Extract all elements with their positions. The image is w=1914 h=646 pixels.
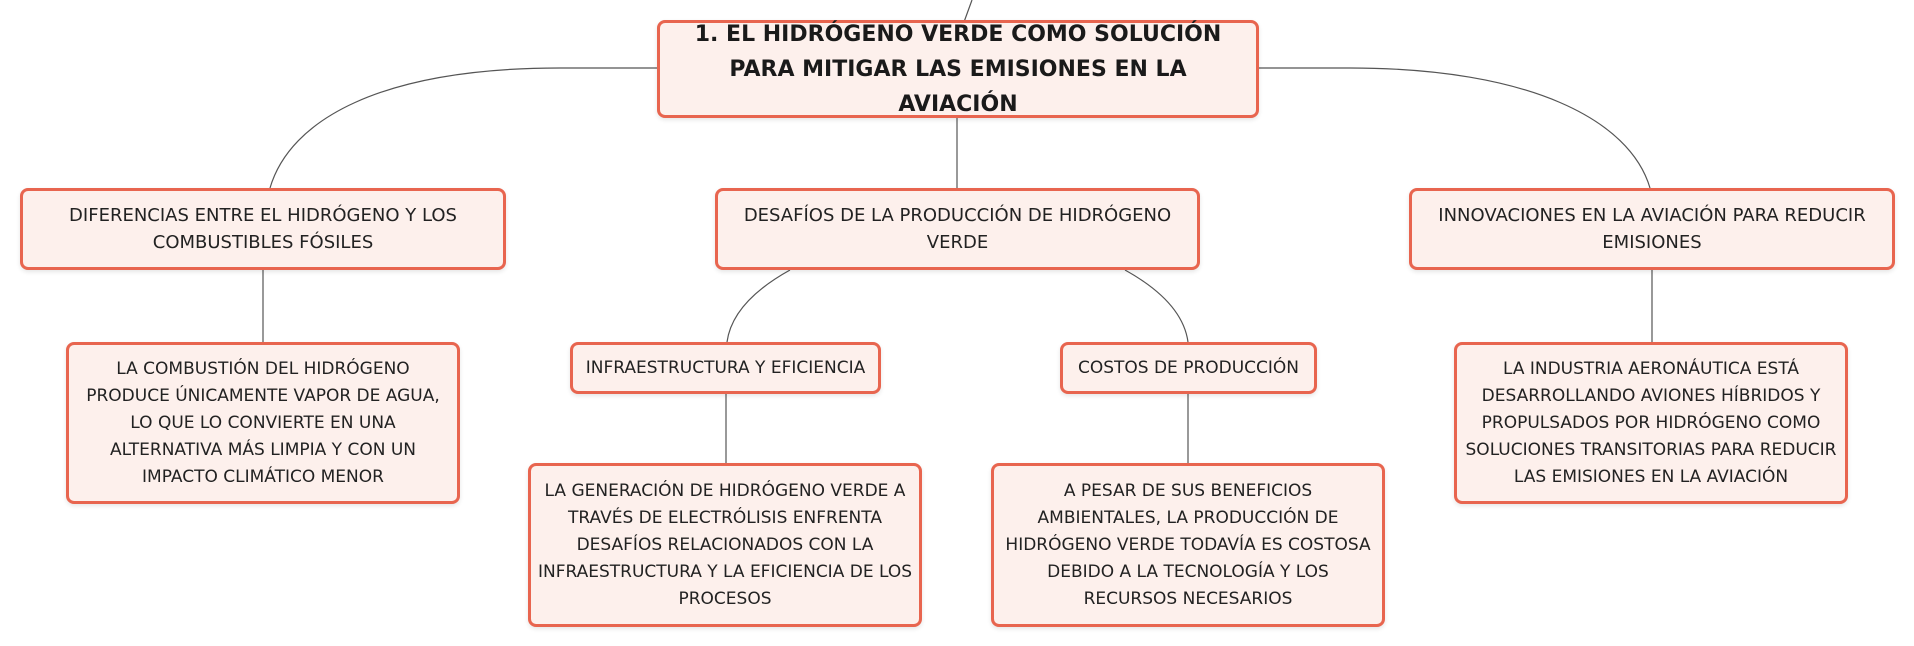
connector-challenges-to-infrastructure	[727, 270, 790, 342]
detail-node-differences[interactable]	[66, 342, 460, 504]
branch-label-challenges: DESAFÍOS DE LA PRODUCCIÓN DE HIDRÓGENO VERDE	[743, 205, 1172, 253]
detail-text-infrastructure: LA GENERACIÓN DE HIDRÓGENO VERDE A TRAVÉS DE ELECTRÓLISIS ENFRENTA DESAFÍOS RELACIONADOS CON LA INFRAESTRUCTURA Y LA EFICIENCIA DE LOS PROCESOS	[537, 480, 913, 609]
branch-node-differences[interactable]	[20, 188, 506, 270]
branch-label-differences: DIFERENCIAS ENTRE EL HIDRÓGENO Y LOS COMBUSTIBLES FÓSILES	[69, 205, 457, 253]
connector-main-to-differences	[270, 68, 660, 188]
subtopic-node-infrastructure[interactable]	[570, 342, 881, 394]
subtopic-label-infrastructure: INFRAESTRUCTURA Y EFICIENCIA	[585, 357, 866, 378]
detail-text-costs: A PESAR DE SUS BENEFICIOS AMBIENTALES, LA PRODUCCIÓN DE HIDRÓGENO VERDE TODAVÍA ES COSTOSA DEBIDO A LA TECNOLOGÍA Y LOS RECURSOS NECESARIOS	[1005, 480, 1371, 609]
detail-text-innovations: LA INDUSTRIA AERONÁUTICA ESTÁ DESARROLLANDO AVIONES HÍBRIDOS Y PROPULSADOS POR HIDRÓGENO COMO SOLUCIONES TRANSITORIAS PARA REDUCIR LAS EMISIONES EN LA AVIACIÓN	[1465, 358, 1837, 487]
connector-main-to-innovations	[1256, 68, 1650, 188]
main-topic-label: 1. EL HIDRÓGENO VERDE COMO SOLUCIÓN PARA MITIGAR LAS EMISIONES EN LA AVIACIÓN	[694, 21, 1222, 117]
subtopic-label-costs: COSTOS DE PRODUCCIÓN	[1077, 357, 1300, 378]
branch-label-innovations: INNOVACIONES EN LA AVIACIÓN PARA REDUCIR EMISIONES	[1438, 205, 1866, 253]
branch-node-innovations[interactable]	[1409, 188, 1895, 270]
main-topic-node[interactable]	[657, 20, 1259, 118]
branch-node-challenges[interactable]	[715, 188, 1200, 270]
detail-text-differences: LA COMBUSTIÓN DEL HIDRÓGENO PRODUCE ÚNICAMENTE VAPOR DE AGUA, LO QUE LO CONVIERTE EN UNA ALTERNATIVA MÁS LIMPIA Y CON UN IMPACTO CLIMÁTICO MENOR	[86, 358, 440, 487]
subtopic-node-costs[interactable]	[1060, 342, 1317, 394]
detail-node-infrastructure[interactable]	[528, 463, 922, 627]
detail-node-costs[interactable]	[991, 463, 1385, 627]
connector-challenges-to-costs	[1125, 270, 1188, 342]
detail-node-innovations[interactable]	[1454, 342, 1848, 504]
